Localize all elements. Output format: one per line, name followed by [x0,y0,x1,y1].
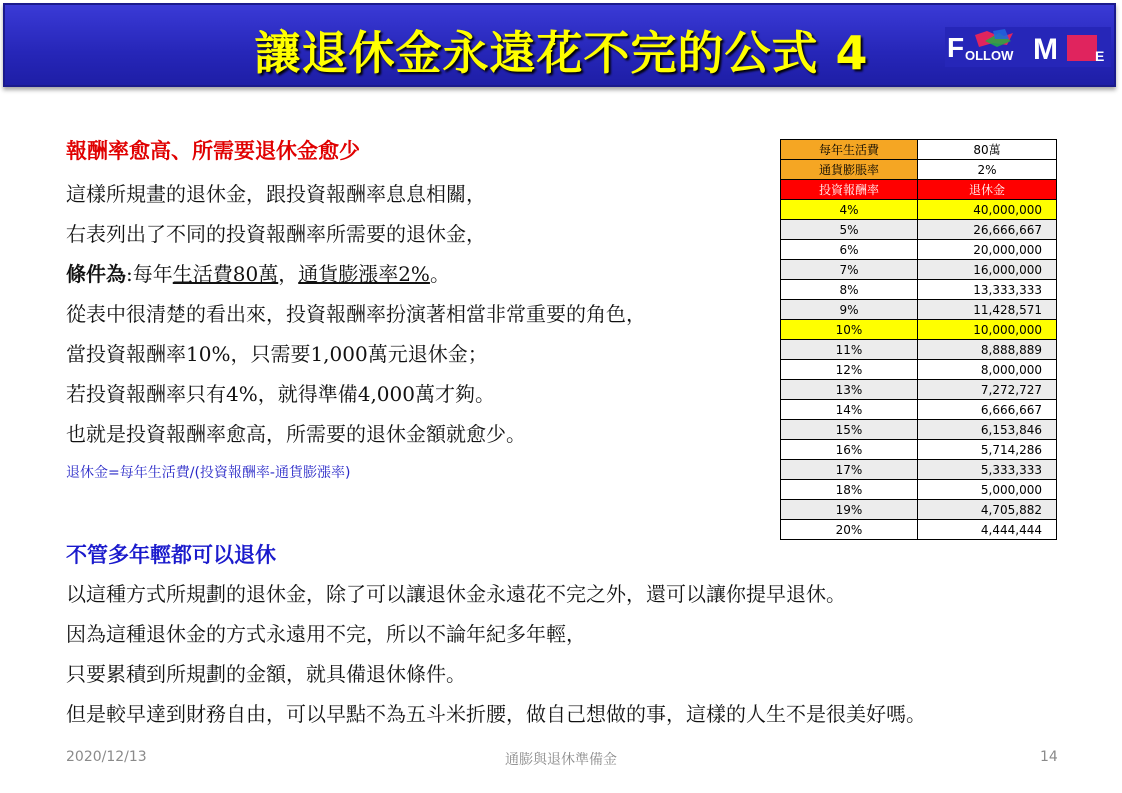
table-header-row [781,180,1057,200]
slide-title: 讓退休金永遠花不完的公式 4 [254,26,869,80]
param-value: 80萬 [918,140,1057,160]
amount-cell: 8,000,000 [918,360,1057,380]
table-row [781,220,1057,240]
param-row-living-cost [781,140,1057,160]
rate-cell: 19% [781,500,918,520]
amount-cell: 8,888,889 [918,340,1057,360]
table-row [781,300,1057,320]
footer-date: 2020/12/13 [66,749,147,765]
retirement-table [780,139,1057,540]
section2-line2: 因為這種退休金的方式永遠用不完，所以不論年紀多年輕， [66,622,586,646]
section2-line4: 但是較早達到財務自由，可以早點不為五斗米折腰，做自己想做的事，這樣的人生不是很美好嗎。 [66,702,926,726]
condition-text-c: 。 [429,262,450,286]
footer-title: 通膨與退休準備金 [505,752,617,768]
condition-inflation: 通貨膨漲率2% [298,262,430,286]
amount-cell: 26,666,667 [918,220,1057,240]
condition-text-b: ， [278,262,299,286]
svg-text:F: F [947,32,965,63]
section2-line3: 只要累積到所規劃的金額，就具備退休條件。 [66,662,466,686]
amount-cell: 10,000,000 [918,320,1057,340]
param-label: 通貨膨脹率 [781,160,918,180]
rate-cell: 10% [781,320,918,340]
amount-cell: 7,272,727 [918,380,1057,400]
title-bar [3,3,1116,87]
amount-cell: 5,333,333 [918,460,1057,480]
amount-cell: 4,444,444 [918,520,1057,540]
rate-cell: 8% [781,280,918,300]
table-row [781,460,1057,480]
rate-cell: 6% [781,240,918,260]
condition-living-cost: 生活費80萬 [172,262,279,286]
section1-line2: 右表列出了不同的投資報酬率所需要的退休金， [66,222,486,246]
table-row [781,400,1057,420]
page-number: 14 [1040,749,1058,765]
amount-cell: 13,333,333 [918,280,1057,300]
rate-cell: 7% [781,260,918,280]
table-row [781,260,1057,280]
rate-cell: 20% [781,520,918,540]
amount-cell: 5,714,286 [918,440,1057,460]
table-row [781,240,1057,260]
table-row [781,480,1057,500]
param-label: 每年生活費 [781,140,918,160]
svg-text:E: E [1095,48,1105,64]
param-value: 2% [918,160,1057,180]
rate-cell: 4% [781,200,918,220]
rate-cell: 18% [781,480,918,500]
rate-cell: 16% [781,440,918,460]
table-row [781,280,1057,300]
section1-line7: 也就是投資報酬率愈高，所需要的退休金額就愈少。 [66,422,526,446]
section1-line4: 從表中很清楚的看出來，投資報酬率扮演著相當非常重要的角色， [66,302,646,326]
table-row [781,420,1057,440]
table-row [781,520,1057,540]
rate-cell: 17% [781,460,918,480]
table-row [781,440,1057,460]
rate-cell: 9% [781,300,918,320]
svg-text:OLLOW: OLLOW [965,48,1014,63]
amount-cell: 6,153,846 [918,420,1057,440]
section1-line6: 若投資報酬率只有4%，就得準備4,000萬才夠。 [66,382,495,406]
column-header-rate: 投資報酬率 [781,180,918,200]
param-row-inflation [781,160,1057,180]
table-row [781,340,1057,360]
amount-cell: 4,705,882 [918,500,1057,520]
section1-heading: 報酬率愈高、所需要退休金愈少 [66,138,360,163]
table-row [781,200,1057,220]
rate-cell: 12% [781,360,918,380]
amount-cell: 16,000,000 [918,260,1057,280]
section1-line1: 這樣所規畫的退休金，跟投資報酬率息息相關， [66,182,486,206]
rate-cell: 14% [781,400,918,420]
section2-heading: 不管多年輕都可以退休 [66,542,276,567]
column-header-amount: 退休金 [918,180,1057,200]
table-row [781,320,1057,340]
rate-cell: 5% [781,220,918,240]
svg-text:M: M [1033,33,1058,66]
condition-label: 條件為 [66,262,126,286]
amount-cell: 11,428,571 [918,300,1057,320]
followme-logo [945,27,1111,67]
rate-cell: 13% [781,380,918,400]
section1-line5: 當投資報酬率10%，只需要1,000萬元退休金； [66,342,488,366]
formula-text: 退休金=每年生活費/(投資報酬率-通貨膨漲率) [66,465,351,481]
amount-cell: 6,666,667 [918,400,1057,420]
amount-cell: 20,000,000 [918,240,1057,260]
table-row [781,360,1057,380]
table-row [781,380,1057,400]
amount-cell: 5,000,000 [918,480,1057,500]
rate-cell: 11% [781,340,918,360]
rate-cell: 15% [781,420,918,440]
table-row [781,500,1057,520]
section1-line3 [66,258,450,287]
condition-text-a: :每年 [126,262,173,286]
amount-cell: 40,000,000 [918,200,1057,220]
section2-line1: 以這種方式所規劃的退休金，除了可以讓退休金永遠花不完之外，還可以讓你提早退休。 [66,582,846,606]
